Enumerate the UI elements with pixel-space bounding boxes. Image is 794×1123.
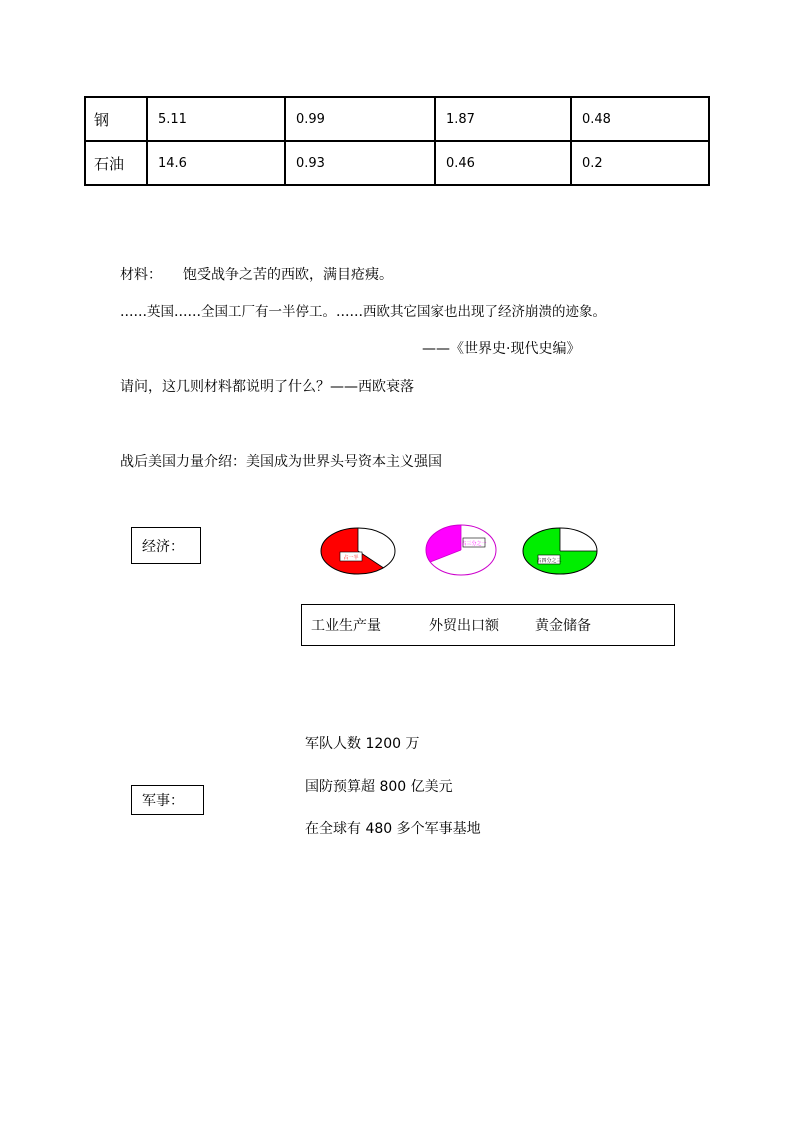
- table-cell: 0.46: [435, 141, 571, 185]
- material-label: 材料：: [120, 267, 162, 283]
- military-label: [131, 785, 204, 815]
- pie-data-label: 占四分之三: [536, 558, 562, 564]
- military-fact-3: 在全球有 480 多个军事基地: [305, 821, 481, 837]
- pie-chart-trade: [425, 524, 497, 576]
- table-cell: 1.87: [435, 97, 571, 141]
- material-source: ——《世界史·现代史编》: [422, 341, 581, 357]
- pie-chart-industrial: [320, 527, 396, 575]
- table-row: [85, 141, 709, 185]
- pie-data-label: 占一半: [343, 555, 359, 561]
- pie-data-label: 占三分之一: [461, 541, 487, 547]
- table-cell: 0.2: [571, 141, 709, 185]
- production-table: [84, 96, 710, 186]
- economy-label: [131, 527, 201, 564]
- pie-chart-gold: [522, 527, 598, 575]
- legend-gold: 黄金储备: [535, 618, 591, 634]
- table-cell: 5.11: [147, 97, 285, 141]
- table-cell: 0.99: [285, 97, 435, 141]
- material-line-2: ……英国……全国工厂有一半停工。……西欧其它国家也出现了经济崩溃的迹象。: [120, 304, 606, 320]
- table-row: [85, 97, 709, 141]
- table-cell: 14.6: [147, 141, 285, 185]
- economy-label-text: 经济：: [142, 538, 184, 555]
- material-line-1: 饱受战争之苦的西欧，满目疮痍。: [183, 267, 393, 283]
- military-fact-1: 军队人数 1200 万: [305, 736, 420, 752]
- question-text: 请问，这几则材料都说明了什么？——西欧衰落: [120, 379, 414, 395]
- row-name: 钢: [85, 97, 147, 141]
- legend-industrial: 工业生产量: [311, 618, 381, 634]
- pie-legend: [301, 604, 675, 646]
- row-name: 石油: [85, 141, 147, 185]
- intro-text: 战后美国力量介绍：美国成为世界头号资本主义强国: [120, 454, 442, 470]
- military-fact-2: 国防预算超 800 亿美元: [305, 779, 453, 795]
- table-cell: 0.93: [285, 141, 435, 185]
- military-label-text: 军事：: [142, 793, 184, 809]
- table-cell: 0.48: [571, 97, 709, 141]
- legend-trade: 外贸出口额: [429, 618, 499, 634]
